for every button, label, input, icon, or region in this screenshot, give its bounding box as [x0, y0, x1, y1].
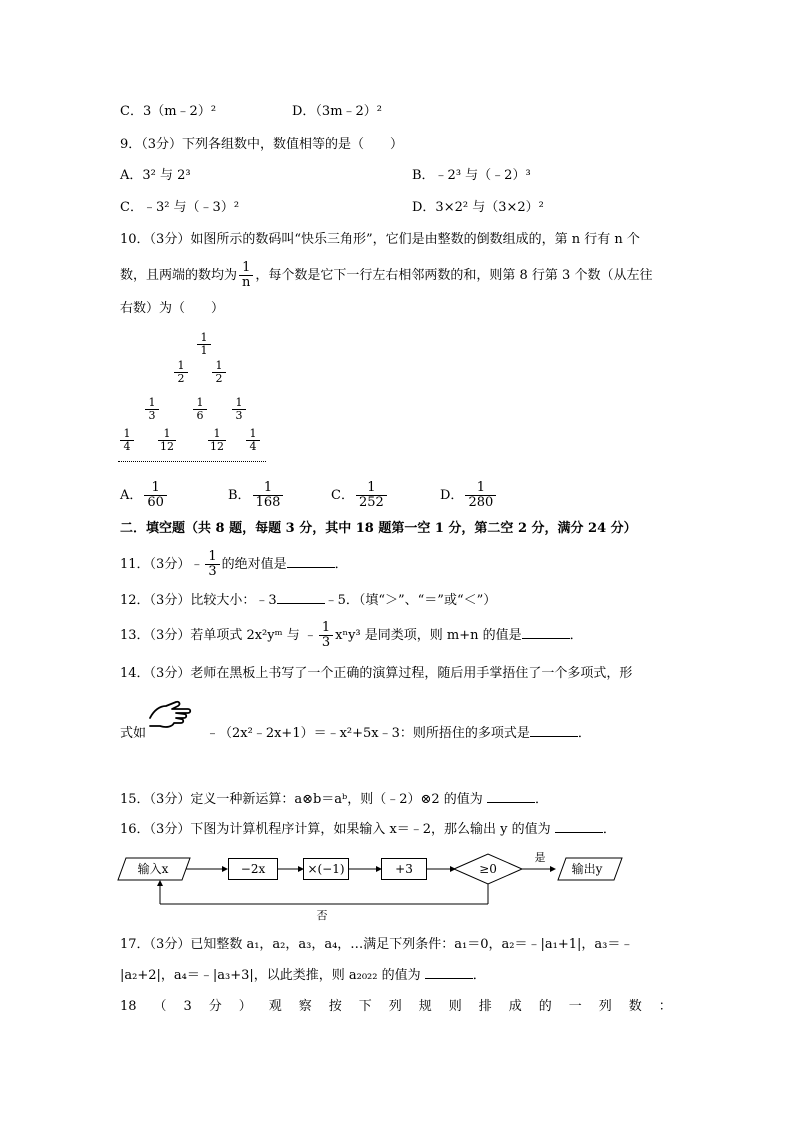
q9-option-c: C．﹣3² 与（﹣3）² [120, 200, 240, 215]
tri-r3-c3: 1 3 [232, 397, 246, 422]
q10-frac: $\frac{1}{n}$ [239, 261, 253, 290]
tri-r4-c1: 1 4 [120, 428, 134, 453]
q12-answer-blank[interactable] [277, 591, 325, 604]
tri-r4-c2: 1 12 [160, 427, 174, 453]
q8-option-d: D．（3m﹣2）² [292, 104, 383, 119]
q16-answer-blank[interactable] [555, 820, 603, 833]
q14-line2: 式如 ﹣（2x²﹣2x+1）＝﹣x²+5x﹣3：则所捂住的多项式是 ． [120, 726, 591, 741]
tri-r1-c1: 1 1 [197, 332, 211, 357]
flow-input: 输入x [137, 862, 169, 876]
flow-no-label: 否 [316, 909, 328, 922]
q8-option-c: C．3（m﹣2）² [120, 104, 217, 119]
tri-r2-c1: 1 2 [174, 360, 188, 385]
q11: 11．（3分）﹣ $\frac{1}{3}$ 的绝对值是 ． [120, 549, 348, 579]
q17-line1: 17．（3分）已知整数 a₁，a₂，a₃，a₄，…满足下列条件：a₁＝0，a₂＝﹣|a₁+1|，a₃＝﹣ [120, 937, 634, 952]
q10-option-d: D． $\frac{1}{280}$ [440, 476, 498, 516]
flow-step-times-neg1: ×(−1) [303, 858, 349, 880]
tri-r4-c3: 1 12 [210, 427, 224, 453]
triangle-dotted-line [118, 461, 266, 462]
q10-line1: 10．（3分）如图所示的数码叫“快乐三角形”，它们是由整数的倒数组成的，第 n 行有 n 个 [120, 232, 640, 247]
q10-line2-pre: 数，且两端的数均为 [120, 268, 238, 283]
q15: 15．（3分）定义一种新运算：a⊗b＝aᵇ，则（﹣2）⊗2 的值为 ． [120, 792, 548, 807]
q14-answer-blank[interactable] [530, 724, 578, 737]
q10-line3: 右数）为（ ） [120, 301, 225, 316]
q10-line2 [120, 258, 652, 294]
flow-step-neg2x: −2x [228, 858, 278, 880]
q13: 13．（3分）若单项式 2x²yᵐ 与 ﹣ $\frac{1}{3}$ xⁿy³ 是同类项，则 m+n 的值是 ． [120, 620, 583, 650]
q13-answer-blank[interactable] [522, 626, 570, 639]
q18-line1: 18 （ 3 分 ） 观 察 按 下 列 规 则 排 成 的 一 列 数 ： [120, 999, 672, 1014]
flow-output: 输出y [571, 862, 603, 876]
q9-option-d: D．3×2² 与（3×2）² [412, 200, 544, 215]
tri-r3-c2: 1 6 [193, 397, 207, 422]
q17-answer-blank[interactable] [425, 966, 473, 979]
q10-option-a: A． $\frac{1}{60}$ [120, 476, 169, 516]
q10-line2-post: ，每个数是它下一行左右相邻两数的和，则第 8 行第 3 个数（从左往 [255, 268, 653, 283]
flow-yes-label: 是 [534, 851, 546, 864]
q9-stem: 9．（3分）下列各组数中，数值相等的是（ ） [120, 137, 404, 152]
flow-step-plus3: +3 [381, 858, 427, 880]
section2-heading: 二．填空题（共 8 题，每题 3 分，其中 18 题第一空 1 分，第二空 2 分，满分 24 分） [120, 521, 637, 536]
q12: 12．（3分）比较大小：﹣3 ﹣5．（填“＞”、“＝”或“＜”） [120, 593, 497, 608]
flow-condition: ≥0 [479, 862, 497, 876]
q9-option-b: B．﹣2³ 与（﹣2）³ [412, 168, 531, 183]
q9-option-a: A．3² 与 2³ [120, 168, 191, 183]
tri-r2-c2: 1 2 [212, 360, 226, 385]
hand-icon [146, 696, 194, 732]
q10-option-c: C． $\frac{1}{252}$ [331, 476, 389, 516]
q16: 16．（3分）下图为计算机程序计算，如果输入 x＝﹣2，那么输出 y 的值为 ． [120, 822, 616, 837]
tri-r4-c4: 1 4 [246, 428, 260, 453]
tri-r3-c1: 1 3 [145, 397, 159, 422]
q11-answer-blank[interactable] [287, 555, 335, 568]
q17-line2: |a₂+2|，a₄＝﹣|a₃+3|，以此类推，则 a₂₀₂₂ 的值为 ． [120, 968, 486, 983]
q10-option-b: B． $\frac{1}{168}$ [228, 476, 285, 516]
q14-line1: 14．（3分）老师在黑板上书写了一个正确的演算过程，随后用手掌捂住了一个多项式，形 [120, 666, 633, 681]
q15-answer-blank[interactable] [487, 790, 535, 803]
